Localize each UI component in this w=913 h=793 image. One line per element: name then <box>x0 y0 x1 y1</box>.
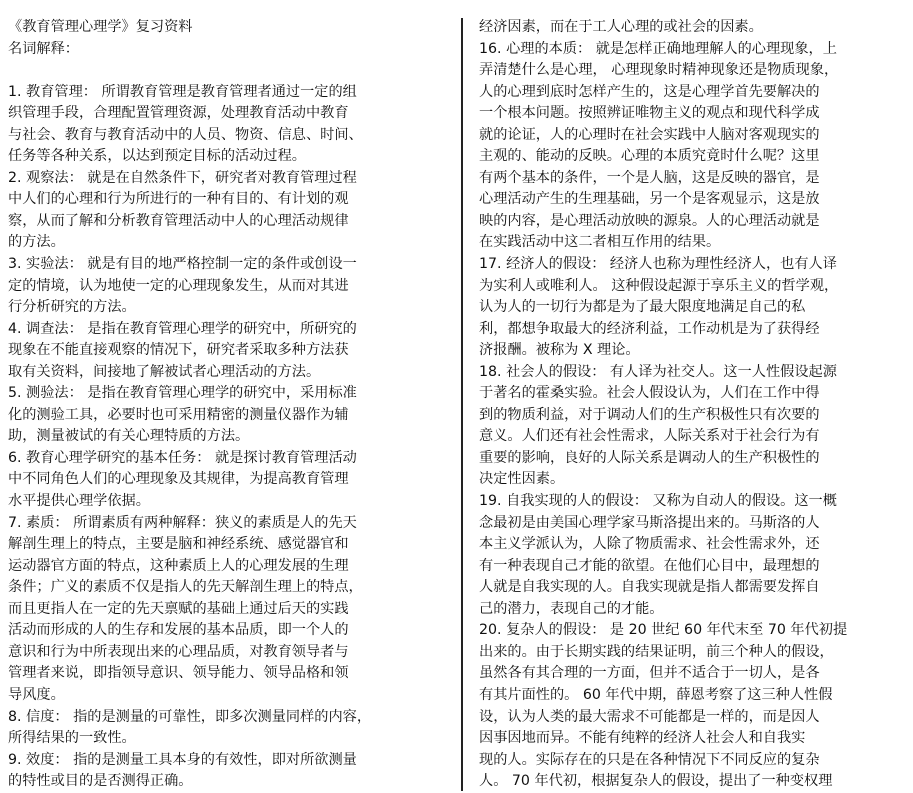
text-line: 中不同角色人们的心理现象及其规律，为提高教育管理 <box>8 471 349 488</box>
text-line: 解剖生理上的特点，主要是脑和神经系统、感觉器官和 <box>8 536 349 553</box>
text-line: 7. 素质： 所谓素质有两种解释：狭义的素质是人的先天 <box>8 514 357 531</box>
text-line: 2. 观察法： 就是在自然条件下，研究者对教育管理过程 <box>8 169 357 186</box>
text-line: 与社会、教育与教育活动中的人员、物资、信息、时间、 <box>8 126 363 143</box>
text-line: 在实践活动中这二者相互作用的结果。 <box>479 234 721 251</box>
text-line: 济报酬。被称为 X 理论。 <box>479 342 640 359</box>
text-line: 现的人。实际存在的只是在各种情况下不同反应的复杂 <box>479 751 820 768</box>
text-line: 取有关资料，间接地了解被试者心理活动的方法。 <box>8 363 321 380</box>
text-line: 于著名的霍桑实验。社会人假设认为，人们在工作中得 <box>479 385 820 402</box>
text-line: 名词解释： <box>8 40 79 57</box>
text-line: 9. 效度： 指的是测量工具本身的有效性，即对所欲测量 <box>8 751 357 768</box>
text-line: 主观的、能动的反映。心理的本质究竟时什么呢？这里 <box>479 148 820 165</box>
text-line: 心理活动产生的生理基础，另一个是客观显示，这是放 <box>479 191 820 208</box>
right-column <box>479 17 909 793</box>
text-line: 管理者来说，即指领导意识、领导能力、领导品格和领 <box>8 665 349 682</box>
text-line: 察，从而了解和分析教育管理活动中人的心理活动规律 <box>8 212 349 229</box>
text-line: 水平提供心理学依据。 <box>8 493 150 510</box>
text-line: 认为人的一切行为都是为了最大限度地满足自己的私 <box>479 299 806 316</box>
text-line: 意义。人们还有社会性需求，人际关系对于社会行为有 <box>479 428 820 445</box>
text-line: 运动器官方面的特点，这种素质上人的心理发展的生理 <box>8 557 349 574</box>
text-line: 任务等各种关系，以达到预定目标的活动过程。 <box>8 148 306 165</box>
text-line: 人就是自我实现的人。自我实现就是指人都需要发挥自 <box>479 579 820 596</box>
text-line: 5. 测验法： 是指在教育管理心理学的研究中，采用标准 <box>8 385 357 402</box>
text-line: 17. 经济人的假设： 经济人也称为理性经济人，也有人译 <box>479 256 837 273</box>
text-line: 决定性因素。 <box>479 471 565 488</box>
text-line: 设，认为人类的最大需求不可能都是一样的，而是因人 <box>479 708 820 725</box>
text-line: 意识和行为中所表现出来的心理品质，对教育领导者与 <box>8 643 349 660</box>
text-line: 定的情境，认为地使一定的心理现象发生，从而对其进 <box>8 277 349 294</box>
left-column <box>8 17 448 793</box>
text-line: 行分析研究的方法。 <box>8 299 136 316</box>
text-line: 织管理手段，合理配置管理资源，处理教育活动中教育 <box>8 105 349 122</box>
text-line: 化的测验工具，必要时也可采用精密的测量仪器作为辅 <box>8 406 349 423</box>
text-line: 有一种表现自己才能的欲望。在他们心目中，最理想的 <box>479 557 820 574</box>
text-line: 念最初是由美国心理学家马斯洛提出来的。马斯洛的人 <box>479 514 820 531</box>
text-line: 所得结果的一致性。 <box>8 730 136 747</box>
text-line: 人的心理到底时怎样产生的，这是心理学首先要解决的 <box>479 83 820 100</box>
text-line <box>8 60 448 82</box>
text-line: 利，都想争取最大的经济利益，工作动机是为了获得经 <box>479 320 820 337</box>
text-line: 经济因素，而在于工人心理的或社会的因素。 <box>479 19 763 35</box>
text-line: 活动而形成的人的生存和发展的基本品质，即一个人的 <box>8 622 349 639</box>
text-line: 20. 复杂人的假设： 是 20 世纪 60 年代末至 70 年代初提 <box>479 622 848 639</box>
text-line: 6. 教育心理学研究的基本任务： 就是探讨教育管理活动 <box>8 449 357 466</box>
text-line: 中人们的心理和行为所进行的一种有目的、有计划的观 <box>8 191 349 208</box>
text-line: 出来的。由于长期实践的结果证明，前三个种人的假设， <box>479 643 834 660</box>
text-line: 3. 实验法： 就是有目的地严格控制一定的条件或创设一 <box>8 256 357 273</box>
text-line: 本主义学派认为，人除了物质需求、社会性需求外，还 <box>479 536 820 553</box>
text-line: 到的物质利益，对于调动人们的生产积极性只有次要的 <box>479 406 820 423</box>
text-line: 重要的影响，良好的人际关系是调动人的生产积极性的 <box>479 449 820 466</box>
text-line: 1. 教育管理： 所谓教育管理是教育管理者通过一定的组 <box>8 83 357 100</box>
text-line: 的特性或目的是否测得正确。 <box>8 773 193 790</box>
text-line: 因事因地而异。不能有纯粹的经济人社会人和自我实 <box>479 730 806 747</box>
text-line: 《教育管理心理学》复习资料 <box>8 19 193 35</box>
text-line: 8. 信度： 指的是测量的可靠性，即多次测量同样的内容， <box>8 708 372 725</box>
text-line: 助，测量被试的有关心理特质的方法。 <box>8 428 250 445</box>
text-line: 4. 调查法： 是指在教育管理心理学的研究中，所研究的 <box>8 320 357 337</box>
text-line: 一个根本问题。按照辨证唯物主义的观点和现代科学成 <box>479 105 820 122</box>
text-line: 的方法。 <box>8 234 65 251</box>
text-line: 为实利人或唯利人。 这种假设起源于享乐主义的哲学观， <box>479 277 839 294</box>
text-line: 有其片面性的。 60 年代中期，薛恩考察了这三种人性假 <box>479 686 833 703</box>
text-line: 映的内容，是心理活动放映的源泉。人的心理活动就是 <box>479 212 820 229</box>
text-line: 19. 自我实现的人的假设： 又称为自动人的假设。这一概 <box>479 493 837 510</box>
text-line: 有两个基本的条件，一个是人脑，这是反映的器官，是 <box>479 169 820 186</box>
text-line: 条件；广义的素质不仅是指人的先天解剖生理上的特点， <box>8 579 363 596</box>
text-line: 就的论证，人的心理时在社会实践中人脑对客观现实的 <box>479 126 820 143</box>
text-line: 导风度。 <box>8 686 65 703</box>
text-line: 人。 70 年代初，根据复杂人的假设，提出了一种变权理 <box>479 773 833 790</box>
text-line: 16. 心理的本质： 就是怎样正确地理解人的心理现象，上 <box>479 40 837 57</box>
text-line: 弄清楚什么是心理， 心理现象时精神现象还是物质现象， <box>479 62 839 79</box>
text-line: 18. 社会人的假设： 有人译为社交人。这一人性假设起源 <box>479 363 837 380</box>
column-divider <box>461 18 463 791</box>
text-line: 现象在不能直接观察的情况下，研究者采取多种方法获 <box>8 342 349 359</box>
text-line: 己的潜力，表现自己的才能。 <box>479 600 664 617</box>
text-line: 而且更指人在一定的先天禀赋的基础上通过后天的实践 <box>8 600 349 617</box>
text-line: 虽然各有其合理的一方面，但并不适合于一切人，是各 <box>479 665 820 682</box>
